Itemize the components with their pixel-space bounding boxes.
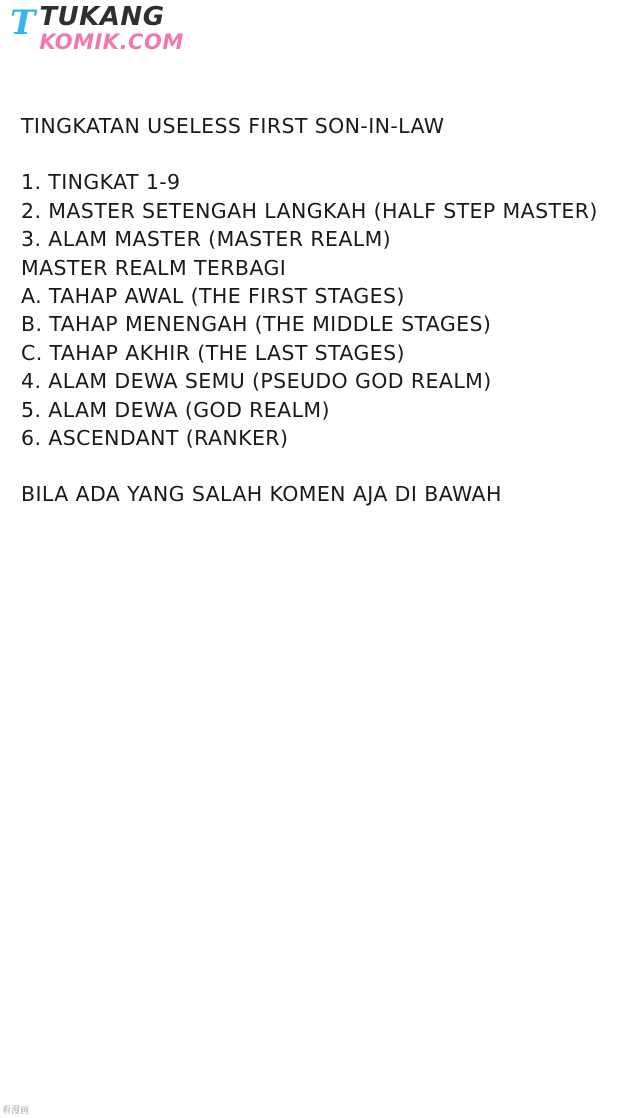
list-item: 2. MASTER SETENGAH LANGKAH (HALF STEP MASTER): [21, 198, 598, 223]
list-item: B. TAHAP MENENGAH (THE MIDDLE STAGES): [21, 312, 492, 337]
watermark-name-bottom: KOMIK.COM: [39, 30, 184, 54]
corner-watermark: 看漫画: [2, 1106, 30, 1116]
watermark-name-top: TUKANG: [39, 2, 165, 32]
watermark-wordmark: [39, 4, 183, 54]
text-body: [21, 112, 613, 509]
footer-note: BILA ADA YANG SALAH KOMEN AJA DI BAWAH: [21, 482, 502, 507]
watermark-mark-letter: T: [10, 3, 36, 43]
watermark-logo: [10, 4, 184, 56]
list-item: 6. ASCENDANT (RANKER): [21, 426, 289, 451]
page-title: TINGKATAN USELESS FIRST SON-IN-LAW: [21, 114, 445, 138]
list-item: 5. ALAM DEWA (GOD REALM): [21, 397, 330, 422]
list-item: MASTER REALM TERBAGI: [21, 255, 287, 280]
list-item: 3. ALAM MASTER (MASTER REALM): [21, 227, 392, 252]
spacer-before-footer: [21, 452, 613, 480]
spacer-after-heading: [21, 140, 613, 168]
list-item: 4. ALAM DEWA SEMU (PSEUDO GOD REALM): [21, 369, 492, 394]
list-item: C. TAHAP AKHIR (THE LAST STAGES): [21, 340, 405, 365]
list-item: 1. TINGKAT 1-9: [21, 170, 181, 195]
list-item: A. TAHAP AWAL (THE FIRST STAGES): [21, 284, 405, 309]
